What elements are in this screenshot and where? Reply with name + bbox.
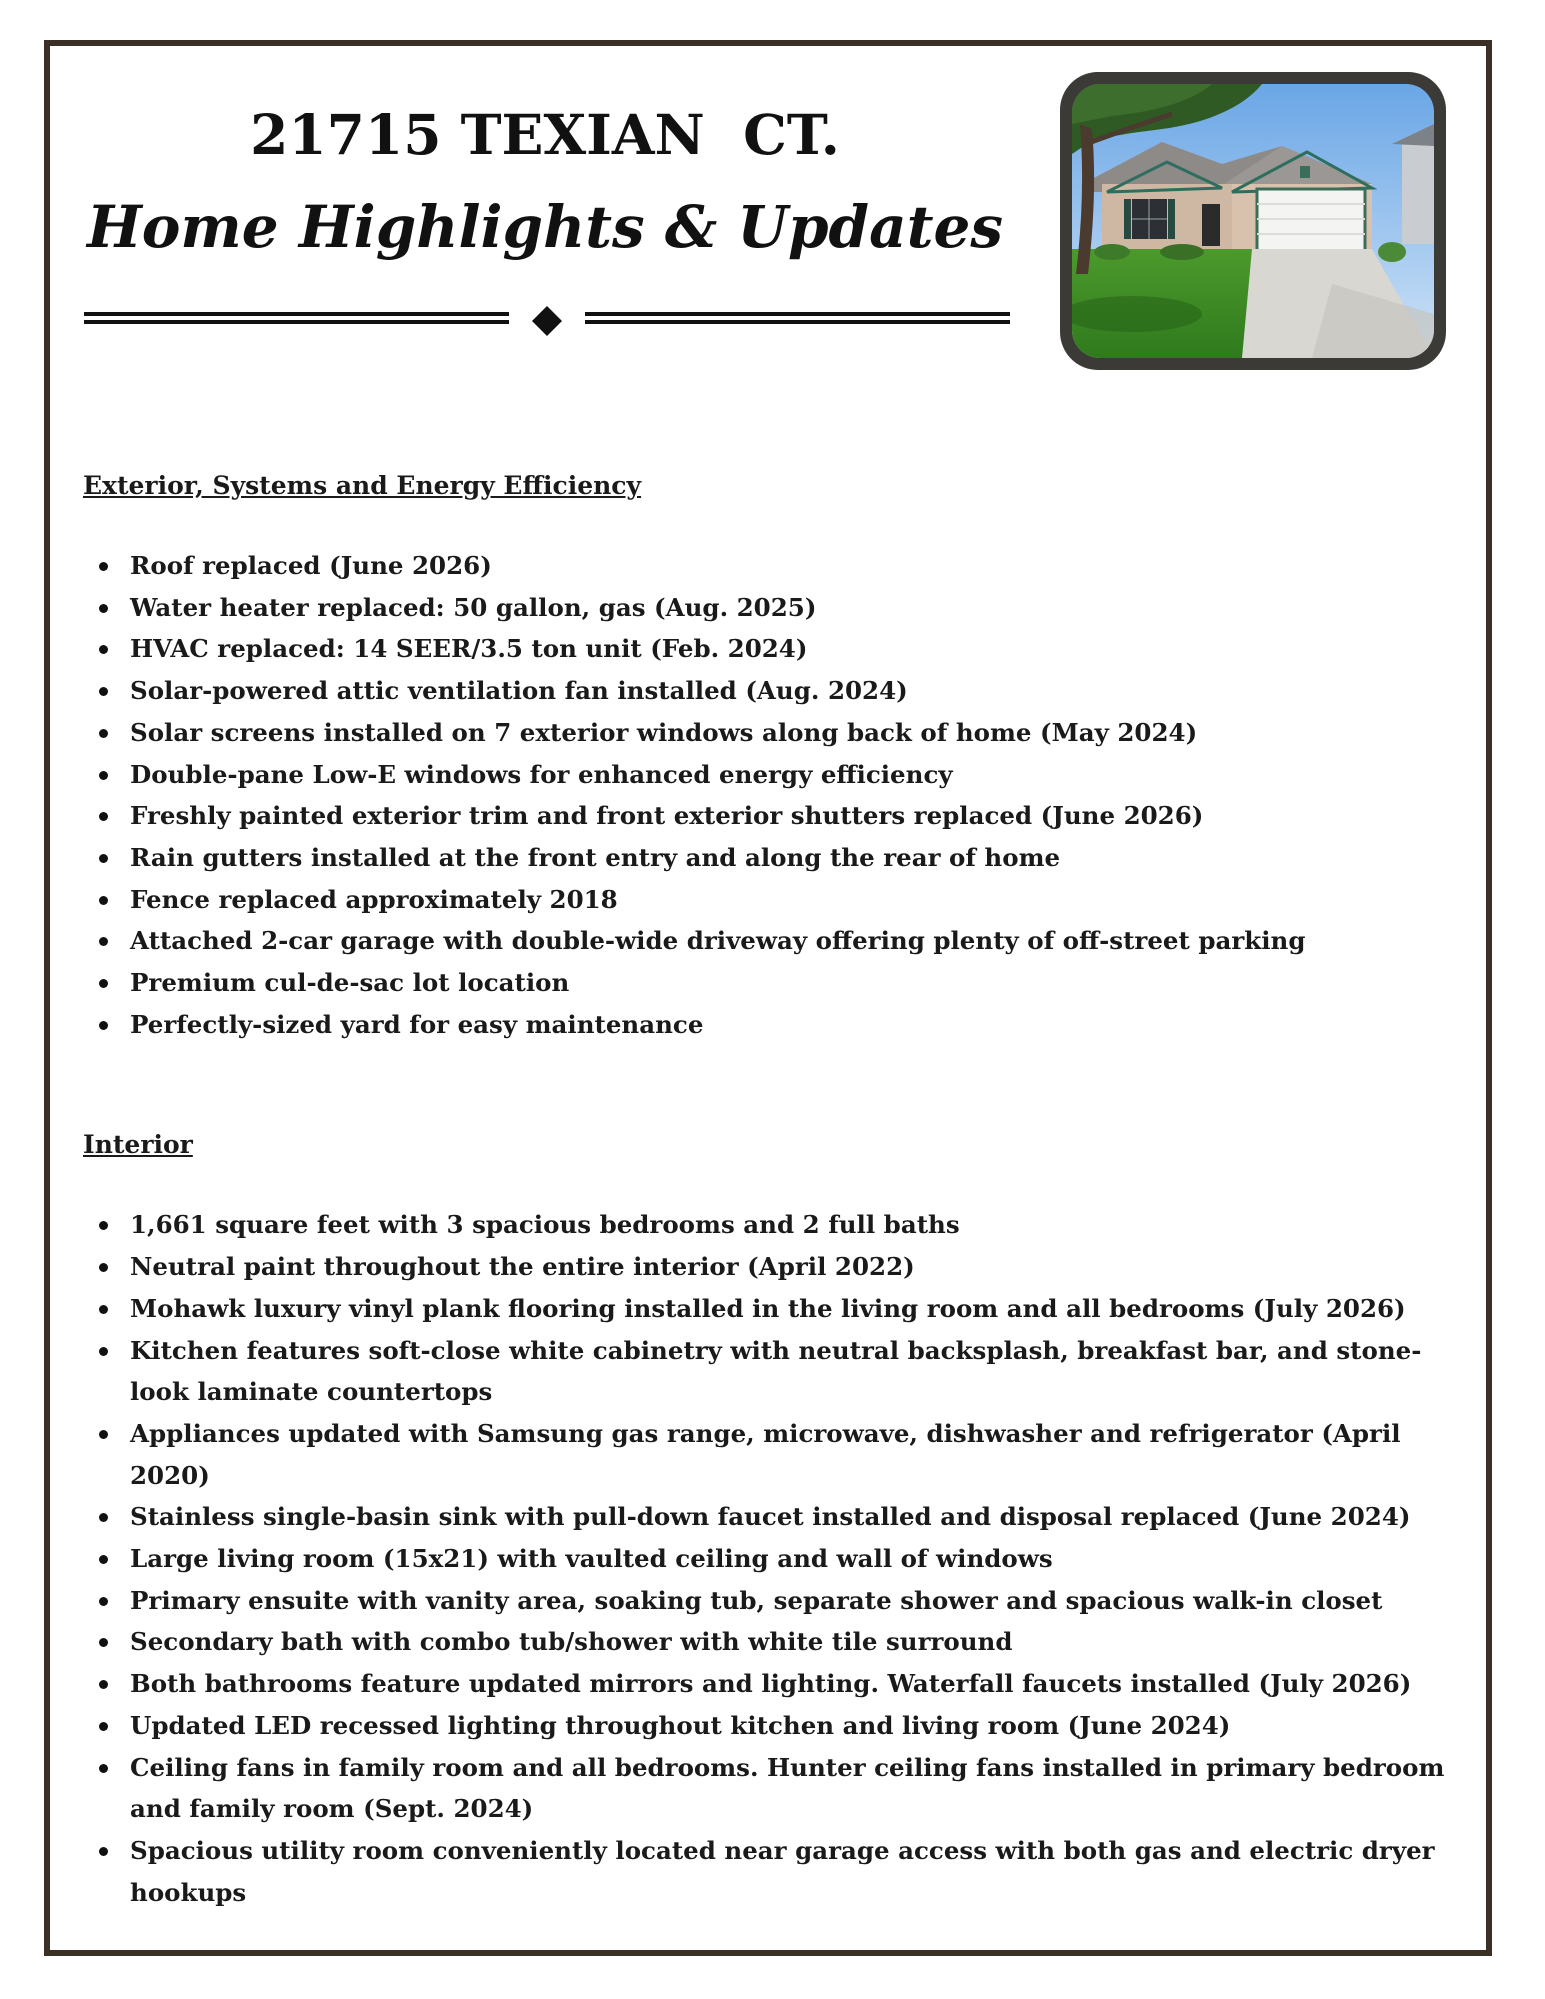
interior-list: [83, 1204, 1463, 1913]
list-item: Updated LED recessed lighting throughout kitchen and living room (June 2024): [83, 1705, 1463, 1747]
house-photo: [1072, 84, 1434, 358]
list-item: Freshly painted exterior trim and front exterior shutters replaced (June 2026): [83, 795, 1463, 837]
list-item: Both bathrooms feature updated mirrors and lighting. Waterfall faucets installed (July 2026): [83, 1663, 1463, 1705]
list-item: Ceiling fans in family room and all bedrooms. Hunter ceiling fans installed in primary bedroom and family room (Sept. 2024): [83, 1747, 1463, 1830]
list-item: Water heater replaced: 50 gallon, gas (Aug. 2025): [83, 587, 1463, 629]
list-item: Double-pane Low-E windows for enhanced energy efficiency: [83, 754, 1463, 796]
list-item: Solar screens installed on 7 exterior windows along back of home (May 2024): [83, 712, 1463, 754]
list-item: 1,661 square feet with 3 spacious bedrooms and 2 full baths: [83, 1204, 1463, 1246]
list-item: Neutral paint throughout the entire interior (April 2022): [83, 1246, 1463, 1288]
list-item: Mohawk luxury vinyl plank flooring installed in the living room and all bedrooms (July 2026): [83, 1288, 1463, 1330]
content: [83, 466, 1463, 1913]
list-item: Fence replaced approximately 2018: [83, 879, 1463, 921]
title-divider: [84, 306, 1010, 336]
list-item: Perfectly-sized yard for easy maintenance: [83, 1004, 1463, 1046]
house-photo-icon: [1072, 84, 1434, 358]
list-item: Attached 2-car garage with double-wide driveway offering plenty of off-street parking: [83, 920, 1463, 962]
list-item: Spacious utility room conveniently located near garage access with both gas and electric dryer hookups: [83, 1830, 1463, 1913]
list-item: Stainless single-basin sink with pull-down faucet installed and disposal replaced (June 2024): [83, 1496, 1463, 1538]
list-item: Large living room (15x21) with vaulted ceiling and wall of windows: [83, 1538, 1463, 1580]
list-item: Premium cul-de-sac lot location: [83, 962, 1463, 1004]
list-item: Secondary bath with combo tub/shower with white tile surround: [83, 1621, 1463, 1663]
exterior-heading: Exterior, Systems and Energy Efficiency: [83, 471, 642, 500]
list-item: Roof replaced (June 2026): [83, 545, 1463, 587]
diamond-icon: [532, 306, 562, 336]
exterior-list: [83, 545, 1463, 1045]
list-item: Appliances updated with Samsung gas range, microwave, dishwasher and refrigerator (April 2020): [83, 1413, 1463, 1496]
list-item: Rain gutters installed at the front entry and along the rear of home: [83, 837, 1463, 879]
interior-heading: Interior: [83, 1130, 193, 1160]
header: [80, 100, 1010, 264]
page-subtitle: Home Highlights & Updates: [86, 193, 1004, 261]
list-item: HVAC replaced: 14 SEER/3.5 ton unit (Feb. 2024): [83, 628, 1463, 670]
list-item: Solar-powered attic ventilation fan installed (Aug. 2024): [83, 670, 1463, 712]
list-item: Primary ensuite with vanity area, soaking tub, separate shower and spacious walk-in closet: [83, 1580, 1463, 1622]
list-item: Kitchen features soft-close white cabinetry with neutral backsplash, breakfast bar, and stone-look laminate countertops: [83, 1330, 1463, 1413]
house-photo-frame: [1060, 72, 1446, 370]
address-title: 21715 TEXIAN CT.: [250, 102, 840, 167]
